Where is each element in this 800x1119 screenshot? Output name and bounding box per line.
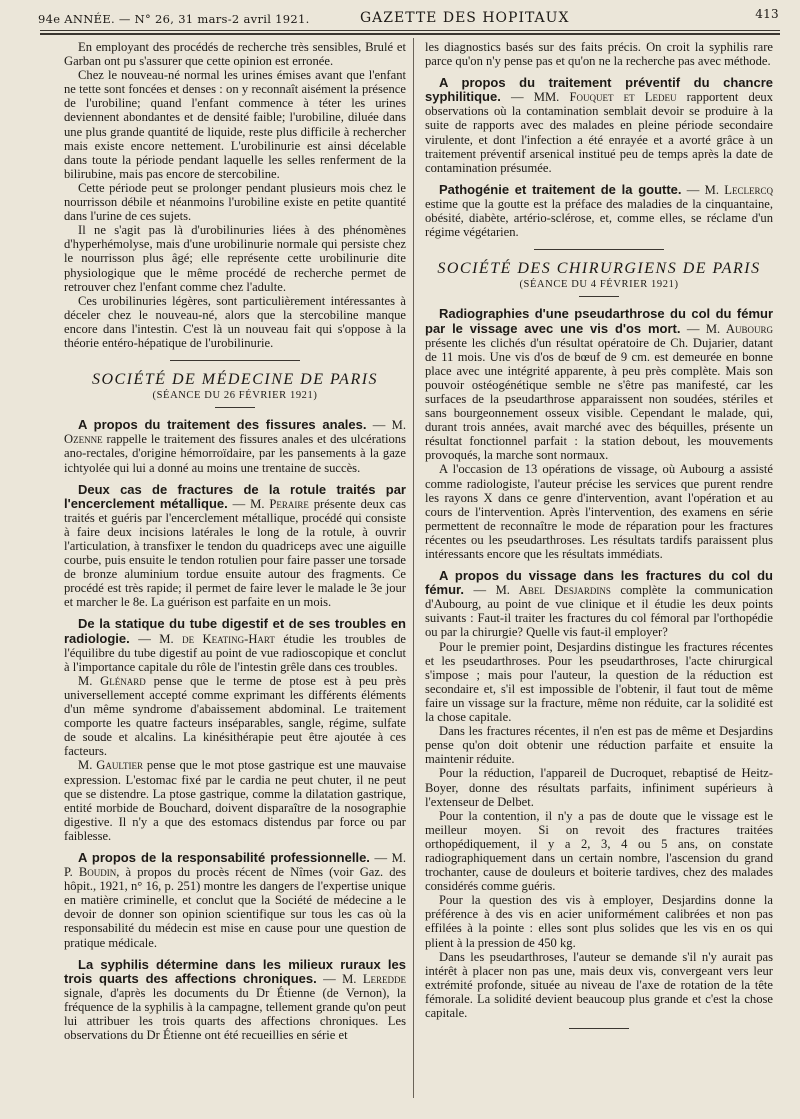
journal-title: GAZETTE DES HOPITAUX: [360, 10, 570, 26]
paragraph: [64, 758, 406, 843]
end-rule: [569, 1028, 629, 1029]
article-author: M. de Keating-Hart: [159, 631, 275, 646]
paragraph: Dans les pseudarthroses, l'auteur se demande s'il n'y aurait pas intérêt à placer non pas une, mais deux vis, convergeant vers leur extrémité profonde, située au niveau de l'axe de rotation de la tête fémorale. La solidité devient beaucoup plus grande et c'est la chose capitale.: [425, 949, 773, 1020]
right-column: [425, 40, 773, 1041]
paragraph: Pour le premier point, Desjardins distingue les fractures récentes et les pseudarthroses. Pour les pseudarthroses, l'acte chirurgical s'impose ; mais pour l'auteur, la question de la réduction est secondaire et, s'il est impossible de l'obtenir, il faut tout de même faire un vissage sur la fracture, même non réduite, car la solidité est la chose capitale.: [425, 639, 773, 725]
article-author: M. Peraire: [250, 496, 309, 511]
article-title: Pathogénie et traitement de la goutte.: [439, 181, 682, 197]
article-author: MM. Fouquet et Ledeu: [533, 90, 677, 105]
article: Radiographies d'une pseudarthrose du col du fémur par le vissage avec une vis d'os mort. — M. Aubourg présente les clichés d'un résultat opératoire de Ch. Dujarier, datant de 11 mois. Une vis d'os de bœuf de 9 cm. est demeurée en bonne place avec une intégrité apparente, à peu près complète. Mais son pouvoir ostéogénétique semble ne s'être pas manifesté, car les surfaces de la pseudarthrose apparaissent non soudées, stériles et sans bourgeonnement osseux visible. Cependant le malade, qui, durant trois années, avait marché avec des béquilles, présente un résultat fonctionnel parfait : la station debout, les mouvements provoqués, la marche sont normaux.: [425, 306, 773, 463]
section-rule: [170, 360, 300, 361]
speaker: M. Gaultier: [78, 758, 143, 773]
article-text: estime que la goutte est la préface des maladies de la cinquantaine, obésité, diabète, artério-sclérose, et, comme elles, se réclame d'un régime végétarien.: [425, 196, 773, 240]
short-rule: [579, 296, 619, 297]
society-title: SOCIÉTÉ DES CHIRURGIENS DE PARIS: [437, 260, 761, 278]
article-title: A propos du vissage dans les fractures du col du fémur.: [425, 568, 773, 598]
paragraph: [64, 674, 406, 759]
article-text: à propos du procès récent de Nîmes (voir Gaz. des hôpit., 1921, n° 16, p. 251) montre les dangers de l'expertise unique en matière criminelle, et conclut que la Société de médecine a le devoir de donner son opinion scientifique sur tous les cas où la responsabilité du médecin est mise en cause pour une question de pratique médicale.: [64, 865, 407, 950]
article-author: M. P. Boudin: [64, 850, 407, 880]
article: De la statique du tube digestif et de ses troubles en radiologie. — M. de Keating-Hart étudie les troubles de l'équilibre du tube digestif au point de vue radioscopique et conclut à l'importance capitale du rôle de l'intestin grêle dans ces troubles.: [64, 616, 406, 674]
paragraph: Ces urobilinuries légères, sont particulièrement intéressantes à déceler chez le nouveau-né, alors que la stercobiline manque encore dans l'intestin. C'est là un nouveau fait qui s'oppose à la théorie entéro-hépatique de l'urobilinurie.: [64, 293, 406, 350]
article-author: M. Abel Desjardins: [495, 583, 611, 598]
article-text: rapportent deux observations où la contamination semblait devoir se produire à la suite de rapports avec des malades en pleine période secondaire virulente, et dont l'infection a été enrayée et a avorté grâce à un traitement préventif arsenical institué peu de temps après la date de contamination présumée.: [425, 90, 773, 175]
article: A propos du vissage dans les fractures du col du fémur. — M. Abel Desjardins complète la communication d'Aubourg, au point de vue clinique et il étudie les deux points suivants : Faut-il traiter les fractures du col fémoral par l'orthopédie ou par la chirurgie? Quelle vis faut-il employer?: [425, 568, 773, 640]
seance-date: (SÉANCE DU 4 FÉVRIER 1921): [519, 279, 679, 291]
paragraph: les diagnostics basés sur des faits précis. On croit la syphilis rare parce qu'on n'y pense pas et qu'on ne la recherche pas avec méthode.: [425, 40, 773, 69]
society-title: SOCIÉTÉ DE MÉDECINE DE PARIS: [91, 371, 379, 389]
article-author: M. Ozenne: [64, 418, 406, 447]
paragraph-text: pense que le mot ptose gastrique est une mauvaise expression. L'estomac fixé par le cardia ne peut chuter, il ne peut que se distendre. La ptose gastrique, comme la dilatation gastrique, entité morbide de Bouchard, doivent disparaître de la nosographie digestive. Il n'y a que des estomacs distendus par force ou par faiblesse.: [64, 758, 406, 843]
header-rule: [40, 30, 780, 31]
paragraph: A l'occasion de 13 opérations de vissage, où Aubourg a assisté comme radiologiste, l'auteur précise les services que purent rendre les rayons X dans ce genre d'intervention, avant l'opération et au cours de l'intervention. Après l'intervention, des examens en série permettent de reconnaître le mode de réparation pour les fractures récentes ou les pseudarthroses. Les résultats tardifs paraissent plus intéressants encore que les résultats immédiats.: [425, 462, 773, 561]
article-text: complète la communication d'Aubourg, au point de vue clinique et il étudie les deux points suivants : Faut-il traiter les fractures du col fémoral par l'orthopédie ou par la chirurgie? Quelle vis faut-il employer?: [425, 583, 773, 640]
article-title: A propos de la responsabilité professionnelle.: [78, 849, 370, 865]
article-text: rappelle le traitement des fissures anales et des ulcérations ano-rectales, d'origine hémorroïdaire, par les pansements à la gaze ichtyolée qui lui a donné au moins une trentaine de succès.: [64, 432, 406, 475]
article: La syphilis détermine dans les milieux ruraux les trois quarts des affections chroniques. — M. Leredde signale, d'après les documents du Dr Étienne (de Vernon), la fréquence de la syphilis à la campagne, tellement grande qu'on peut lui attribuer les trois quarts des affections chroniques. Les observations du Dr Étienne ont été recueillies en série et: [64, 956, 407, 1043]
article-text: présente les clichés d'un résultat opératoire de Ch. Dujarier, datant de 11 mois. Une vis d'os de bœuf de 9 cm. est demeurée en bonne place avec une intégrité apparente, à peu près complète. Mais son pouvoir ostéogénétique semble ne s'être pas manifesté, car les surfaces de la pseudarthrose apparaissent non soudées, stériles et sans bourgeonnement osseux visible. Cependant le malade, qui, durant trois années, avait marché avec des béquilles, présente un résultat fonctionnel parfait : la station debout, les mouvements provoqués, la marche sont normaux.: [425, 335, 773, 463]
article-title: Radiographies d'une pseudarthrose du col du fémur par le vissage avec une vis d'os mort.: [425, 306, 773, 336]
article: A propos de la responsabilité professionnelle. — M. P. Boudin, à propos du procès récent de Nîmes (voir Gaz. des hôpit., 1921, n° 16, p. 251) montre les dangers de l'expertise unique en matière criminelle, et conclut que la Société de médecine a le devoir de donner son opinion scientifique sur tous les cas où la responsabilité du médecin est mise en cause pour une question de pratique médicale.: [64, 849, 407, 950]
seance-date: (SÉANCE DU 26 FÉVRIER 1921): [152, 390, 318, 402]
article-author: M. Leclercq: [704, 182, 773, 197]
article-title: Deux cas de fractures de la rotule traités par l'encerclement métallique.: [64, 481, 406, 511]
page-number: 413: [755, 7, 779, 21]
issue-line: 94e ANNÉE. — N° 26, 31 mars-2 avril 1921.: [38, 12, 310, 26]
article-author: M. Leredde: [342, 971, 407, 986]
article-text: présente deux cas traités et guéris par l'encerclement métallique, procédé qui consiste à faire deux incisions latérales le long de la rotule, à ouvrir l'articulation, à transfixer le tendon du quadriceps avec une aiguille courbe, puis ensuite le tendon rotulien pour faire passer une torsade de bronze aluminium tordue ensuite autour des fragments. Ce procédé est très rapide; il permet de faire lever le malade le 3e jour et marcher le 8e. La guérison est parfaite en un mois.: [64, 496, 406, 610]
article: Deux cas de fractures de la rotule traités par l'encerclement métallique. — M. Peraire présente deux cas traités et guéris par l'encerclement métallique, procédé qui consiste à faire deux incisions latérales le long de la rotule, à ouvrir l'articulation, à transfixer le tendon du quadriceps avec une aiguille courbe, puis ensuite le tendon rotulien pour faire passer une torsade de bronze aluminium tordue ensuite autour des fragments. Ce procédé est très rapide; il permet de faire lever le malade le 3e jour et marcher le 8e. La guérison est parfaite en un mois.: [64, 481, 406, 610]
paragraph: Dans les fractures récentes, il n'en est pas de même et Desjardins pense qu'on doit obtenir une réduction parfaite et ensuite la maintenir réduite.: [425, 724, 773, 767]
left-column: [64, 40, 406, 1042]
article-text: signale, d'après les documents du Dr Étienne (de Vernon), la fréquence de la syphilis à la campagne, tellement grande qu'on peut lui attribuer les trois quarts des affections chroniques. Les observations du Dr Étienne ont été recueillies en série et: [64, 985, 406, 1043]
column-divider: [413, 38, 414, 1098]
header-rule-thick: [40, 33, 780, 35]
article-title: A propos du traitement préventif du chancre syphilitique.: [425, 75, 773, 105]
section-rule: [534, 249, 664, 250]
article-title: La syphilis détermine dans les milieux ruraux les trois quarts des affections chroniques.: [64, 956, 406, 986]
article: A propos du traitement des fissures anales. — M. Ozenne rappelle le traitement des fissures anales et des ulcérations ano-rectales, d'origine hémorroïdaire, par les pansements à la gaze ichtyolée qui lui a donné au moins une trentaine de succès.: [64, 417, 406, 475]
paragraph: Cette période peut se prolonger pendant plusieurs mois chez le nourrisson débile et néanmoins l'urobiline existe en petite quantité dans l'urine de ces sujets.: [64, 180, 406, 224]
paragraph: Pour la réduction, l'appareil de Ducroquet, rebaptisé de Heitz-Boyer, donne des résultats parfaits, infiniment supérieurs à l'extenseur de Delbet.: [425, 766, 773, 809]
article-title: A propos du traitement des fissures anales.: [78, 417, 367, 433]
page-header: [30, 6, 785, 28]
article: A propos du traitement préventif du chancre syphilitique. — MM. Fouquet et Ledeu rapportent deux observations où la contamination semblait devoir se produire à la suite de rapports avec des malades en pleine période secondaire virulente, et dont l'infection a été enrayée et a avorté grâce à un traitement préventif arsenical institué peu de temps après la date de contamination présumée.: [425, 75, 773, 175]
article-title: De la statique du tube digestif et de ses troubles en radiologie.: [64, 616, 406, 646]
paragraph: En employant des procédés de recherche très sensibles, Brulé et Garban ont pu s'assurer que cette opinion est erronée.: [64, 40, 406, 69]
article-text: étudie les troubles de l'équilibre du tube digestif au point de vue radioscopique et conclut à l'importance capitale du rôle de l'intestin grêle dans ces troubles.: [64, 631, 406, 674]
paragraph-text: pense que le terme de ptose est à peu près universellement accepté comme exprimant les différents éléments d'un même syndrome d'abaissement abdominal. Le traitement comporte les quatre facteurs inséparables, sangle, régime, sulfate de soude et alcalins. La kinésithérapie peut être ajoutée à ces facteurs.: [64, 673, 406, 759]
paragraph: Pour la question des vis à employer, Desjardins donne la préférence à des vis en acier uniformément calibrées et non pas effilées à la pointe : elles sont plus solides que les vis en os qui plient à la pression de 450 kg.: [425, 893, 773, 950]
paragraph: Chez le nouveau-né normal les urines émises avant que l'enfant ne tette sont foncées et denses : on y reconnaît aisément la présence de l'urobiline; quand l'enfant commence à téter les urines deviennent abondantes et de densité faible; l'urobiline, diluée dans une plus grande quantité de liquide, reste plus difficile à rechercher mais existe encore nettement. L'urobilinurie est ainsi décelable dans toute la période pendant laquelle les selles renferment de la bilirubine, mais pas encore de stercobiline.: [64, 68, 406, 181]
short-rule: [215, 407, 255, 408]
paragraph: Pour la contention, il n'y a pas de doute que le vissage est le meilleur moyen. Si on revoit des fractures traitées orthopédiquement, il y a 2, 3, 4 ou 5 ans, on constate radiographiquement dans un certain nombre, l'ascension du grand trochanter, cause de douleurs et boiterie tardives, chez des malades considérés comme guéris.: [425, 808, 773, 894]
article-author: M. Aubourg: [705, 321, 773, 336]
paragraph: Il ne s'agit pas là d'urobilinuries liées à des phénomènes d'hyperhémolyse, mais d'une urobilinurie normale qui persiste chez le nourrisson plus âgé; elle représente cette urobilinurie dite physiologique que le même procédé de recherche permet de retrouver chez l'enfant comme chez l'adulte.: [64, 223, 406, 294]
speaker: M. Glénard: [78, 673, 146, 688]
article: Pathogénie et traitement de la goutte. — M. Leclercq estime que la goutte est la préface des maladies de la cinquantaine, obésité, diabète, artério-sclérose, et, comme elles, se réclame d'un régime végétarien.: [425, 181, 773, 240]
